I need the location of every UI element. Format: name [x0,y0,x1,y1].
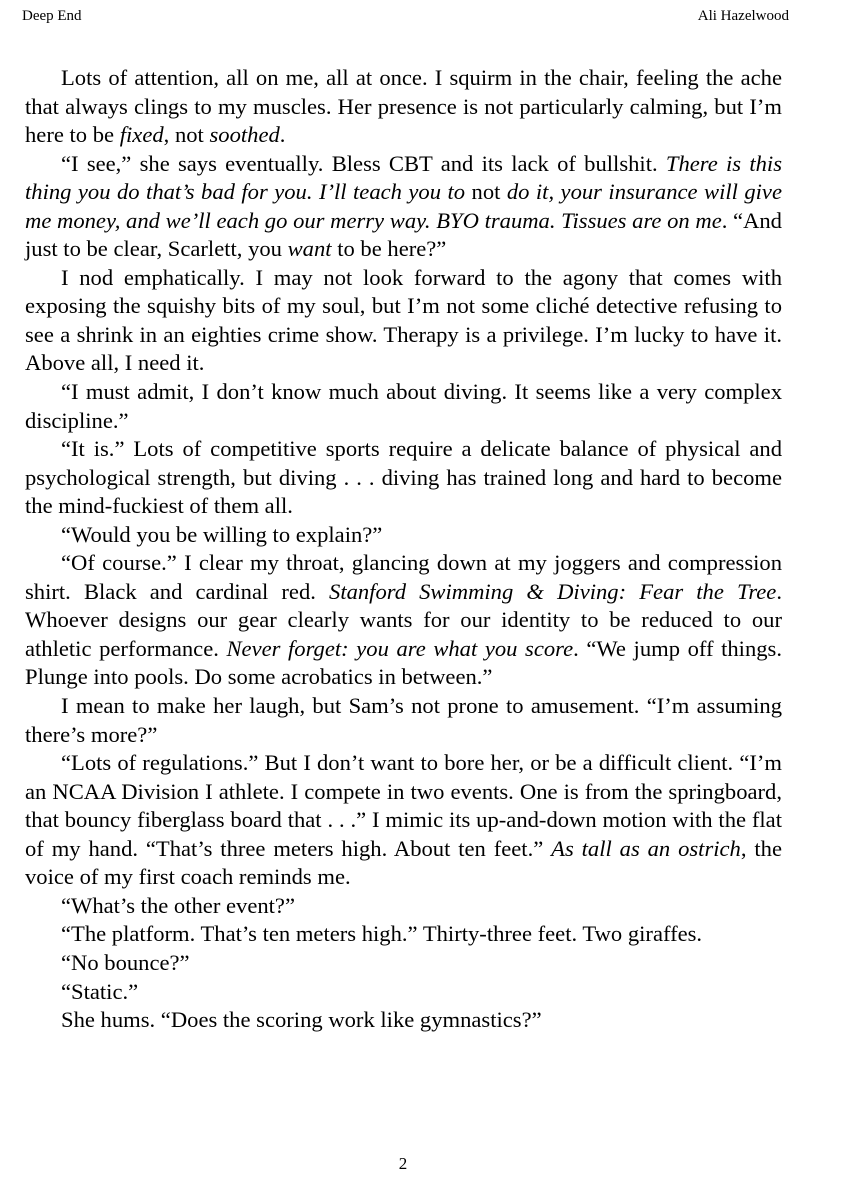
italic-text: do it, your insurance will give me money, and we’ll each go our merry way. BYO trauma. Tissues are on me [25,179,782,233]
text-run: “What’s the other event?” [61,892,295,918]
page-number: 2 [398,1154,408,1173]
text-run: “I must admit, I don’t know much about diving. It seems like a very complex discipline.” [25,379,782,433]
paragraph [25,150,782,264]
text-run: Lots of attention, all on me, all at once. I squirm in the chair, feeling the ache that always clings to my muscles. Her presence is not particularly calming, but I’m here to be [25,65,782,148]
text-run: . “And just to be clear, Scarlett, you [25,207,782,262]
text-run: “Of course.” I clear my throat, glancing down at my joggers and compression shirt. Black and cardinal red. [25,550,782,604]
text-run: to be here?” [331,236,447,262]
running-header-author: Ali Hazelwood [697,8,789,24]
text-run: “The platform. That’s ten meters high.” Thirty-three feet. Two giraffes. [61,921,703,947]
paragraph [25,435,782,521]
text-run: , not [163,122,210,148]
paragraph [25,749,782,892]
text-run: “It is.” Lots of competitive sports require a delicate balance of physical and psychological strength, but diving . . . diving has trained long and hard to become the mind-fuckiest of them all. [25,436,782,519]
italic-text: soothed [209,122,280,148]
text-run: , the voice of my first coach reminds me. [25,835,782,890]
text-run: She hums. “Does the scoring work like gymnastics?” [61,1007,542,1033]
text-run: . Whoever designs our gear clearly wants for our identity to be reduced to our athletic performance. [25,578,782,661]
text-run: I mean to make her laugh, but Sam’s not prone to amusement. “I’m assuming there’s more?” [25,693,782,747]
italic-text: want [287,236,332,262]
text-run: . “We jump off things. Plunge into pools. Do some acrobatics in between.” [25,635,782,690]
italic-text: There is this thing you do that’s bad for you. I’ll teach you to [25,150,782,205]
paragraph [25,892,782,921]
paragraph [25,920,782,949]
paragraph [25,264,782,378]
italic-text: As tall as an ostrich [551,835,741,861]
paragraph [25,949,782,978]
text-run: . [279,122,286,148]
text-run: “Would you be willing to explain?” [61,521,383,547]
text-run: “I see,” she says eventually. Bless CBT and its lack of bullshit. [61,150,666,176]
text-run: “Static.” [61,978,139,1004]
text-run: not [471,179,501,205]
italic-text: fixed [119,122,164,148]
paragraph [25,549,782,692]
paragraph [25,378,782,435]
italic-text: Stanford Swimming & Diving: Fear the Tree [329,578,777,604]
text-run: “Lots of regulations.” But I don’t want to bore her, or be a difficult client. “I’m an NCAA Division I athlete. I compete in two events. One is from the springboard, that bouncy fiberglass board that . . .” I mimic its up-and-down motion with the flat of my hand. “That’s three meters high. About ten feet.” [25,750,782,861]
paragraph [25,1006,782,1035]
italic-text: Never forget: you are what you score [226,635,574,661]
paragraph [25,692,782,749]
running-header-title: Deep End [22,8,82,24]
paragraph [25,64,782,150]
page-body-text [25,64,782,1035]
paragraph [25,521,782,550]
text-run: “No bounce?” [61,949,190,975]
paragraph [25,978,782,1007]
text-run: I nod emphatically. I may not look forward to the agony that comes with exposing the squishy bits of my soul, but I’m not some cliché detective refusing to see a shrink in an eighties crime show. Therapy is a privilege. I’m lucky to have it. Above all, I need it. [25,264,782,376]
